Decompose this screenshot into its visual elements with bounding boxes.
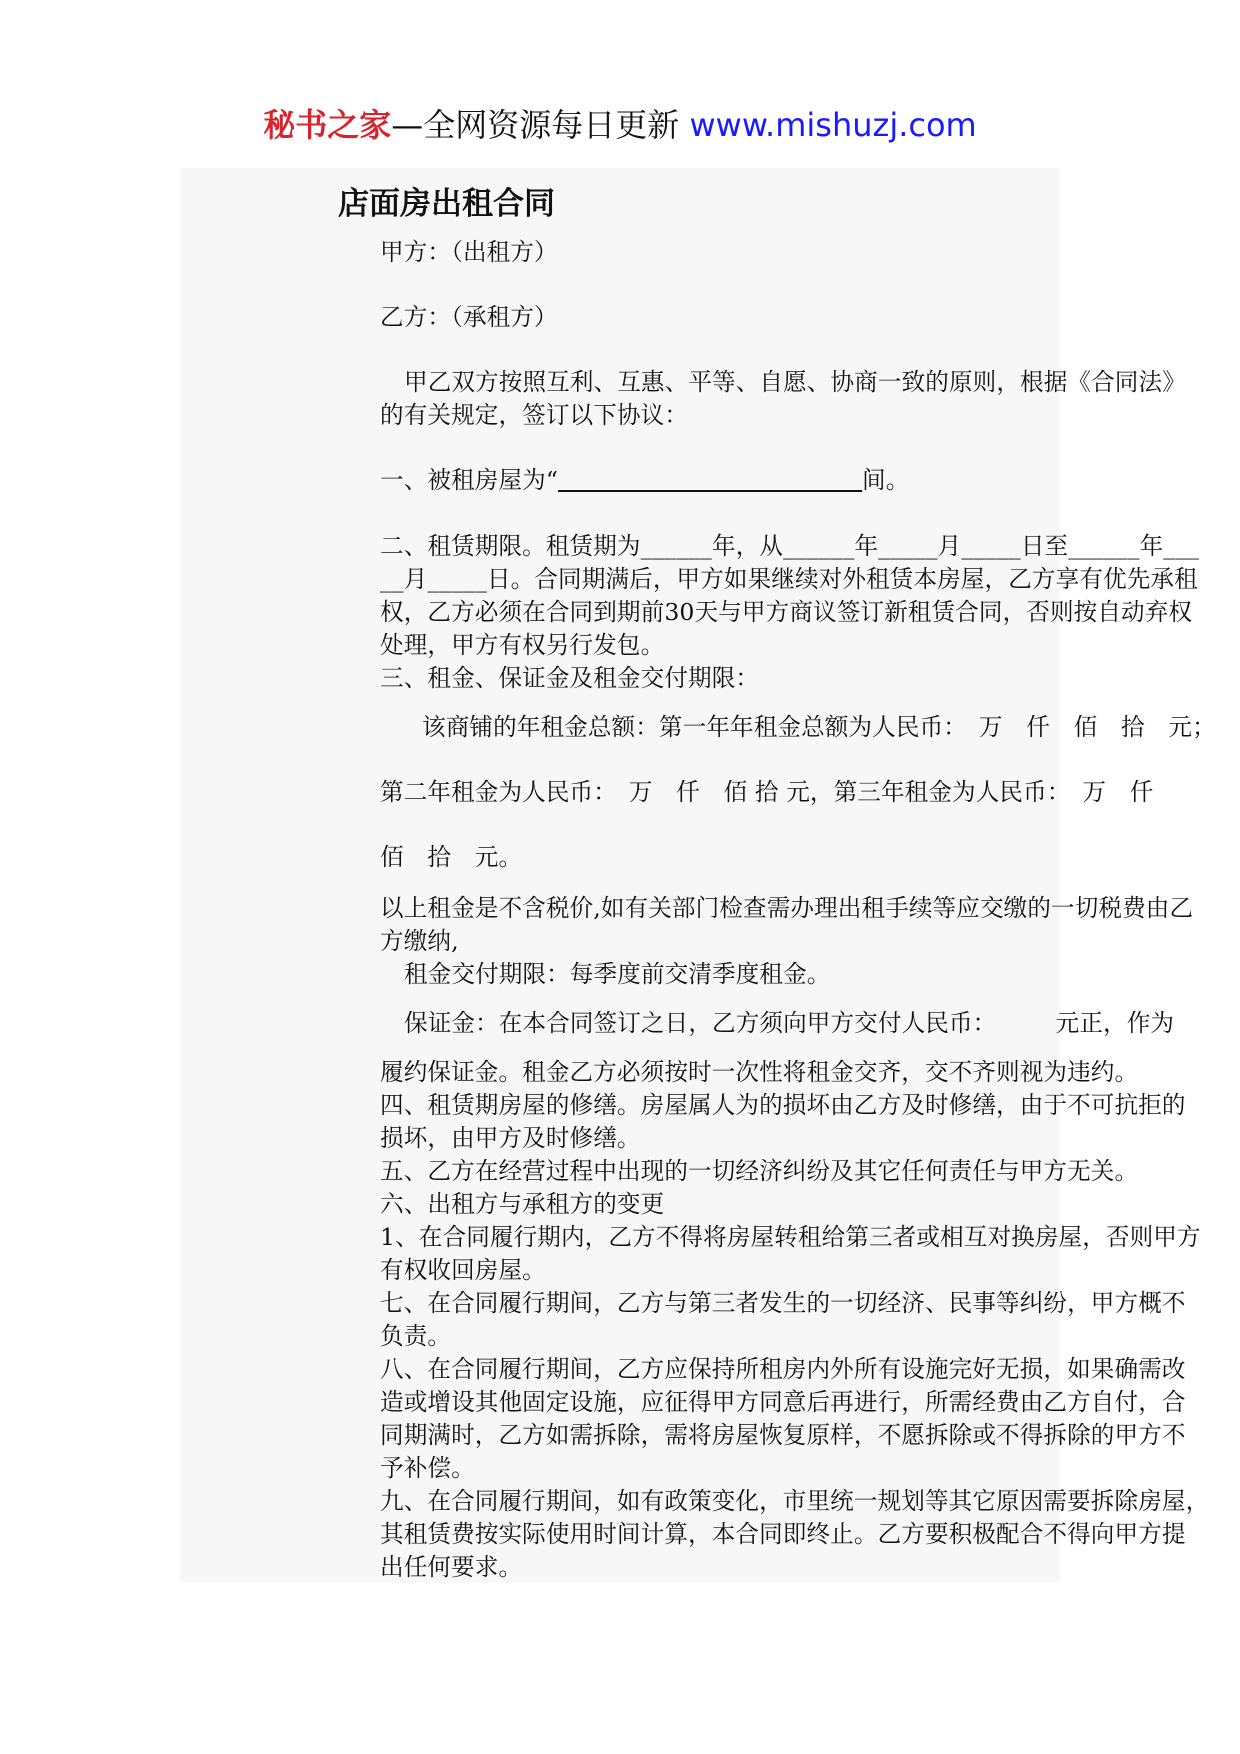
site-brand: 秘书之家 <box>263 106 392 144</box>
clause-1-end: 间。 <box>862 466 910 494</box>
site-header <box>0 102 1240 148</box>
clause-8-line-3: 同期满时，乙方如需拆除，需将房屋恢复原样，不愿拆除或不得拆除的甲方不 <box>380 1421 1186 1449</box>
clause-2-line-3: 权，乙方必须在合同到期前30天与甲方商议签订新租赁合同，否则按自动弃权 <box>380 598 1193 626</box>
clause-5: 五、乙方在经营过程中出现的一切经济纠纷及其它任何责任与甲方无关。 <box>380 1157 1139 1185</box>
clause-9-line-3: 出任何要求。 <box>380 1553 523 1581</box>
clause-9-line-2: 其租赁费按实际使用时间计算，本合同即终止。乙方要积极配合不得向甲方提 <box>380 1520 1186 1548</box>
clause-1-start: 一、被租房屋为“ <box>380 466 559 494</box>
clause-2-line-2: __月_____日。合同期满后，甲方如果继续对外租赁本房屋，乙方享有优先承租 <box>380 565 1198 593</box>
clause-9-line-1: 九、在合同履行期间，如有政策变化，市里统一规划等其它原因需要拆除房屋， <box>380 1487 1210 1515</box>
rent-line-1: 该商铺的年租金总额：第一年年租金总额为人民币： 万 仟 佰 拾 元； <box>422 713 1216 741</box>
clause-6-1-line-1: 1、在合同履行期内，乙方不得将房屋转租给第三者或相互对换房屋，否则甲方 <box>380 1223 1201 1251</box>
deposit-line-2: 履约保证金。租金乙方必须按时一次性将租金交齐，交不齐则视为违约。 <box>380 1058 1139 1086</box>
clause-8-line-4: 予补偿。 <box>380 1454 475 1482</box>
deposit-line-1: 保证金：在本合同签订之日，乙方须向甲方交付人民币： 元正，作为 <box>404 1009 1175 1037</box>
payment-term: 租金交付期限：每季度前交清季度租金。 <box>404 960 831 988</box>
party-a-line: 甲方：（出租方） <box>380 238 558 266</box>
clause-7-line-1: 七、在合同履行期间，乙方与第三者发生的一切经济、民事等纠纷，甲方概不 <box>380 1289 1186 1317</box>
intro-line-2: 的有关规定，签订以下协议： <box>380 401 689 429</box>
clause-1-blank <box>558 466 862 494</box>
clause-2-line-1: 二、租赁期限。租赁期为______年，从______年_____月_____日至______年___ <box>380 532 1199 560</box>
clause-7-line-2: 负责。 <box>380 1322 452 1350</box>
party-b-line: 乙方：（承租方） <box>380 303 558 331</box>
intro-line-1: 甲乙双方按照互利、互惠、平等、自愿、协商一致的原则，根据《合同法》 <box>404 368 1186 396</box>
clause-4-line-1: 四、租赁期房屋的修缮。房屋属人为的损坏由乙方及时修缮，由于不可抗拒的 <box>380 1091 1186 1119</box>
clause-8-line-2: 造或增设其他固定设施，应征得甲方同意后再进行，所需经费由乙方自付，合 <box>380 1388 1186 1416</box>
site-tagline: —全网资源每日更新 <box>391 106 680 144</box>
rent-line-3: 佰 拾 元。 <box>380 843 523 871</box>
clause-6-1-line-2: 有权收回房屋。 <box>380 1256 546 1284</box>
tax-line-2: 方缴纳, <box>380 927 459 955</box>
clause-2-line-4: 处理，甲方有权另行发包。 <box>380 631 665 659</box>
rent-line-2: 第二年租金为人民币： 万 仟 佰 拾 元，第三年租金为人民币： 万 仟 <box>380 778 1154 806</box>
clause-1 <box>380 464 1240 497</box>
clause-6-title: 六、出租方与承租方的变更 <box>380 1190 665 1218</box>
document-title: 店面房出租合同 <box>338 186 555 222</box>
clause-3-title: 三、租金、保证金及租金交付期限： <box>380 664 760 692</box>
clause-8-line-1: 八、在合同履行期间，乙方应保持所租房内外所有设施完好无损，如果确需改 <box>380 1355 1186 1383</box>
clause-4-line-2: 损坏，由甲方及时修缮。 <box>380 1124 641 1152</box>
tax-line-1: 以上租金是不含税价,如有关部门检查需办理出租手续等应交缴的一切税费由乙 <box>380 894 1194 922</box>
site-url-link[interactable]: www.mishuzj.com <box>689 106 977 144</box>
